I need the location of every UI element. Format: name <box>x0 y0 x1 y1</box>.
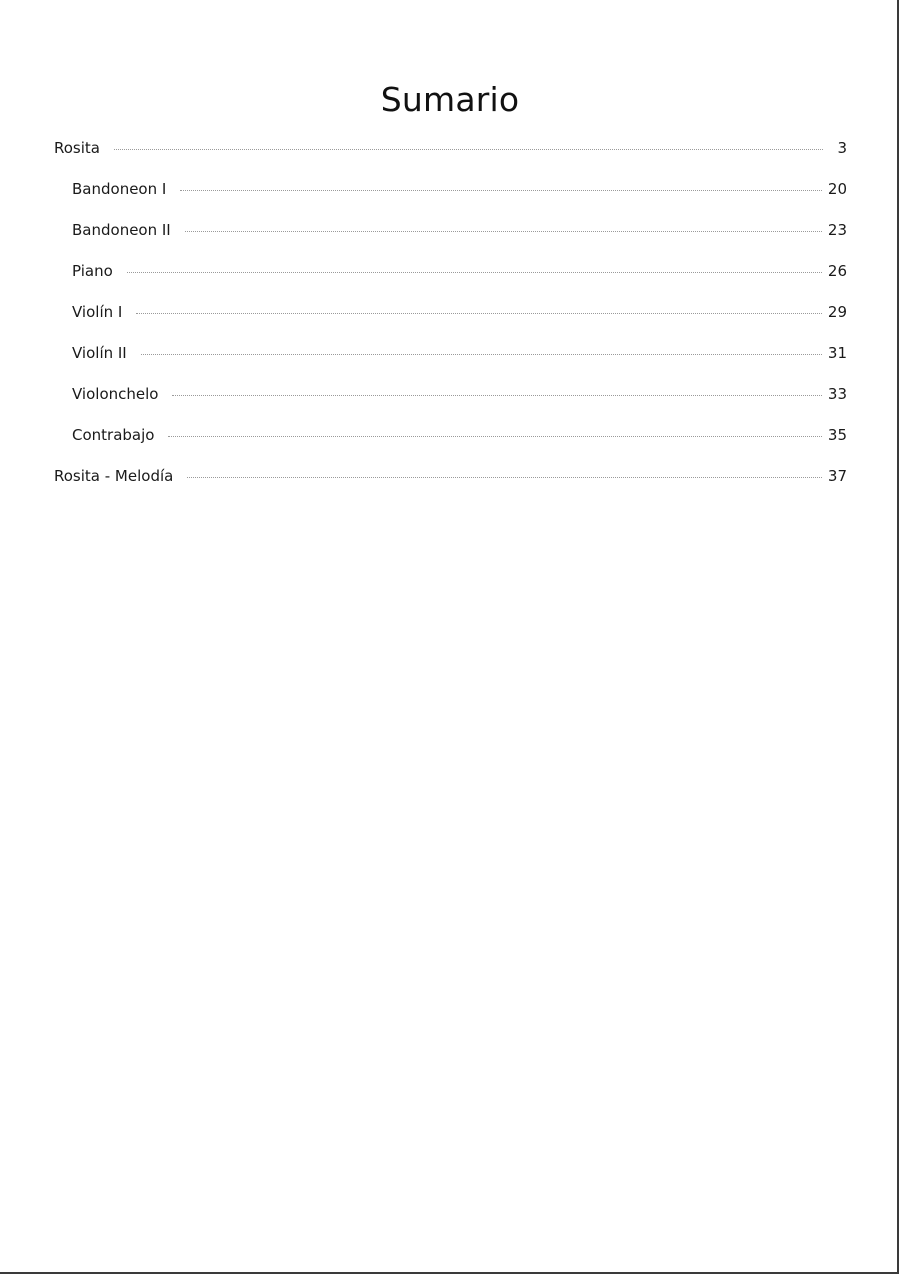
toc-page-number: 23 <box>827 221 847 239</box>
toc-entry-rosita-melodia[interactable] <box>54 458 847 499</box>
toc-entry-label: Bandoneon II <box>72 221 171 239</box>
toc-page-number: 20 <box>827 180 847 198</box>
toc-entry-violin-2[interactable] <box>54 335 847 376</box>
toc-entry-label: Bandoneon I <box>72 180 167 198</box>
toc-entry-piano[interactable] <box>54 253 847 294</box>
toc-entry-label: Rosita <box>54 139 100 157</box>
toc-page-number: 3 <box>837 139 847 157</box>
page-title: Sumario <box>380 80 520 120</box>
toc-entry-contrabajo[interactable] <box>54 417 847 458</box>
toc-entry-bandoneon-2[interactable] <box>54 212 847 253</box>
toc-page-number: 26 <box>827 262 847 280</box>
toc-page-number: 31 <box>827 344 847 362</box>
toc-page-number: 33 <box>827 385 847 403</box>
dot-leader <box>172 395 821 396</box>
dot-leader <box>187 477 822 478</box>
table-of-contents <box>54 130 847 499</box>
toc-entry-violin-1[interactable] <box>54 294 847 335</box>
toc-entry-bandoneon-1[interactable] <box>54 171 847 212</box>
dot-leader <box>180 190 822 191</box>
toc-entry-label: Rosita - Melodía <box>54 467 174 485</box>
dot-leader <box>141 354 822 355</box>
toc-entry-label: Violín I <box>72 303 123 321</box>
toc-entry-label: Contrabajo <box>72 426 155 444</box>
dot-leader <box>114 149 823 150</box>
dot-leader <box>136 313 822 314</box>
dot-leader <box>168 436 821 437</box>
toc-page-number: 29 <box>827 303 847 321</box>
toc-entry-label: Piano <box>72 262 113 280</box>
toc-entry-label: Violonchelo <box>72 385 159 403</box>
toc-entry-rosita[interactable] <box>54 130 847 171</box>
toc-page-number: 37 <box>827 467 847 485</box>
dot-leader <box>185 231 822 232</box>
toc-entry-violonchelo[interactable] <box>54 376 847 417</box>
toc-entry-label: Violín II <box>72 344 127 362</box>
dot-leader <box>127 272 822 273</box>
toc-page-number: 35 <box>827 426 847 444</box>
